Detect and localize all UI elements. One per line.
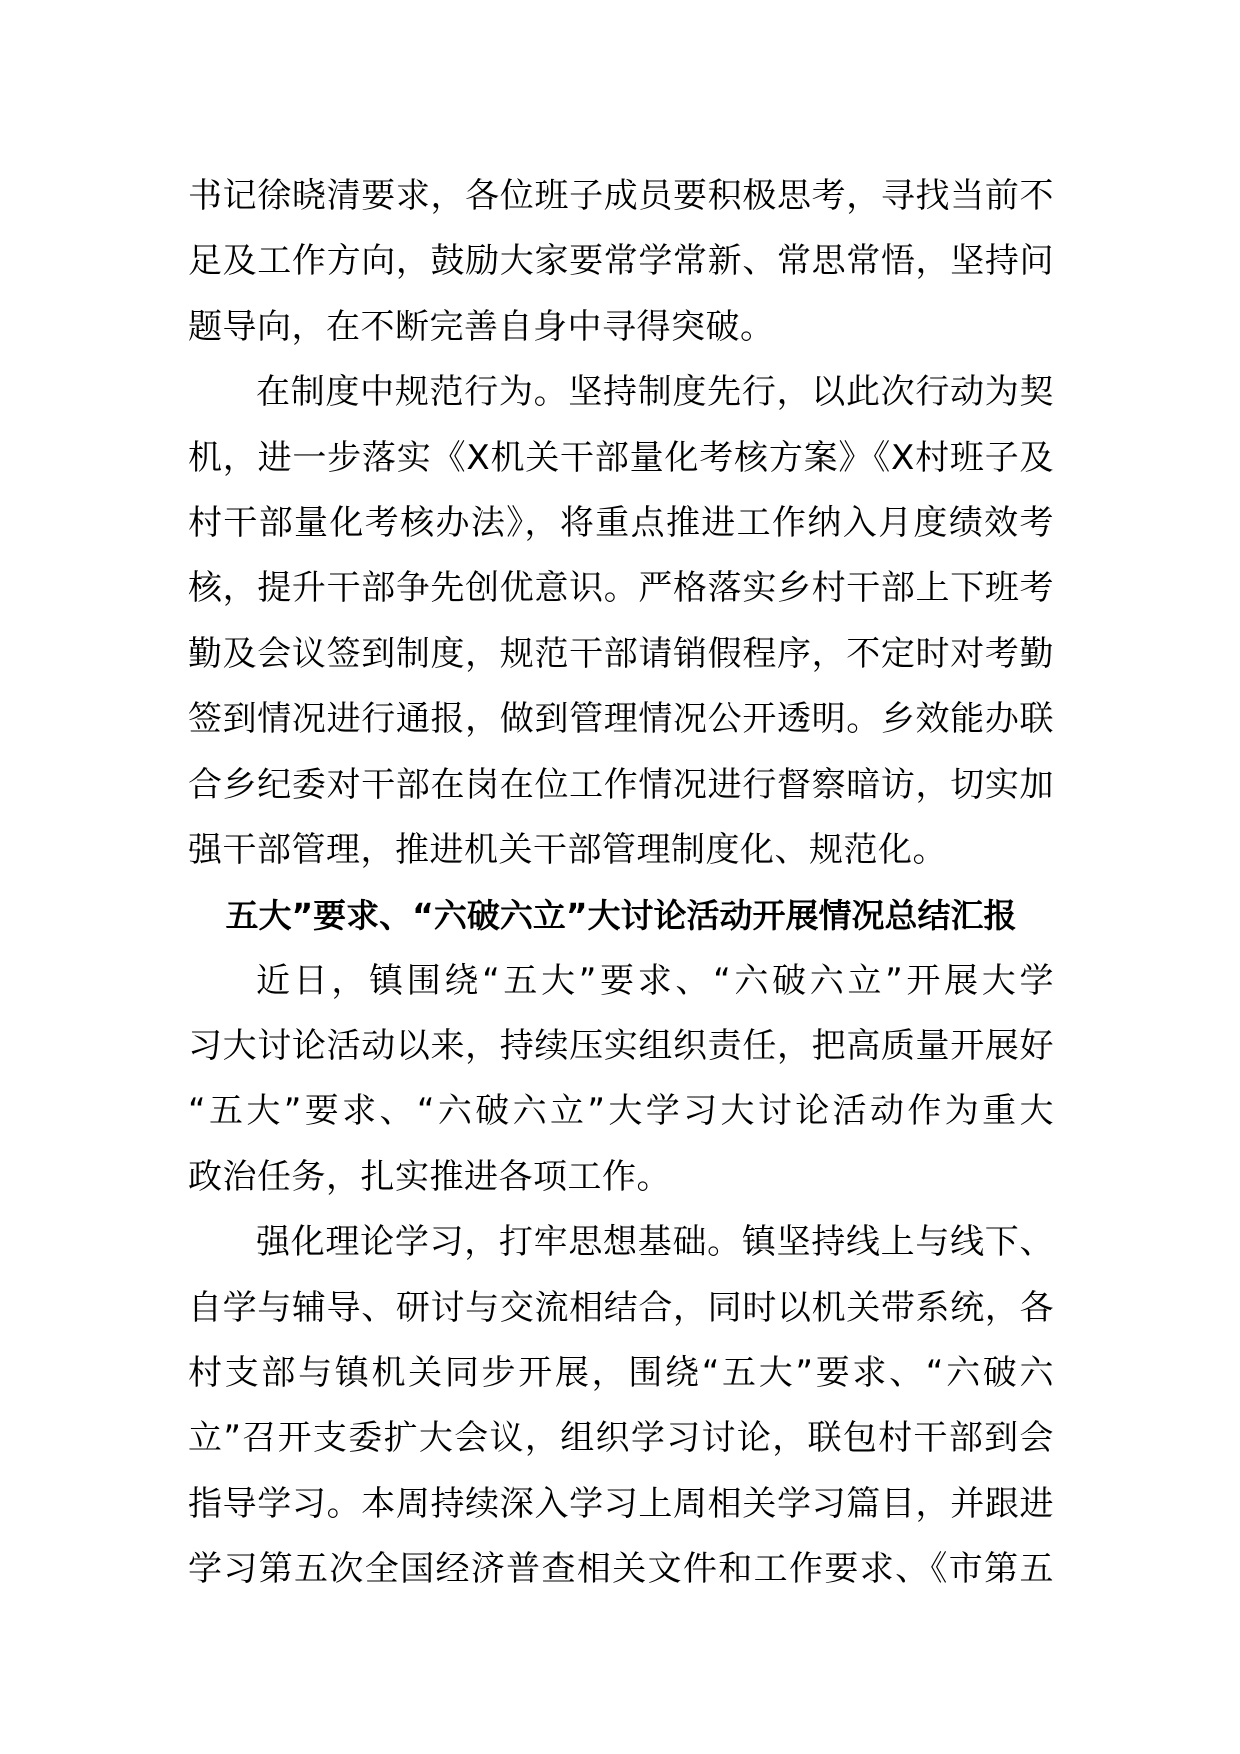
text-line: 近日，镇围绕“五大”要求、“六破六立”开展大学: [256, 960, 1054, 1001]
text-line: 习大讨论活动以来，持续压实组织责任，把高质量开展好: [188, 1026, 1054, 1067]
text-line: 书记徐晓清要求，各位班子成员要积极思考，寻找当前不: [188, 176, 1054, 216]
text-line: 村干部量化考核办法》，将重点推进工作纳入月度绩效考: [188, 502, 1054, 543]
text-line: 村支部与镇机关同步开展，围绕“五大”要求、“六破六: [188, 1353, 1054, 1394]
text-line: 强干部管理，推进机关干部管理制度化、规范化。: [188, 829, 947, 870]
text-line: 合乡纪委对干部在岗在位工作情况进行督察暗访，切实加: [188, 764, 1054, 805]
text-line: 题导向，在不断完善自身中寻得突破。: [188, 306, 775, 347]
text-line: 立”召开支委扩大会议，组织学习讨论，联包村干部到会: [188, 1418, 1054, 1459]
text-line: 勤及会议签到制度，规范干部请销假程序，不定时对考勤: [188, 633, 1054, 674]
text-line: 政治任务，扎实推进各项工作。: [188, 1156, 671, 1197]
section-heading: 五大”要求、“六破六立”大讨论活动开展情况总结汇报: [225, 896, 1017, 936]
text-line: 强化理论学习，打牢思想基础。镇坚持线上与线下、: [256, 1222, 1054, 1263]
text-line: 机，进一步落实《X机关干部量化考核方案》《X村班子及: [188, 437, 1054, 478]
paragraph: [188, 164, 1054, 360]
document-page: [188, 164, 1054, 1603]
text-line: 指导学习。本周持续深入学习上周相关学习篇目，并跟进: [188, 1483, 1054, 1524]
text-line: 足及工作方向，鼓励大家要常学常新、常思常悟，坚持问: [188, 241, 1054, 282]
text-line: 自学与辅导、研讨与交流相结合，同时以机关带系统，各: [188, 1287, 1054, 1328]
text-line: 核，提升干部争先创优意识。严格落实乡村干部上下班考: [188, 568, 1054, 609]
text-line: 在制度中规范行为。坚持制度先行，以此次行动为契: [256, 372, 1054, 413]
paragraph: [188, 1210, 1054, 1602]
paragraph: [188, 360, 1054, 883]
text-line: “五大”要求、“六破六立”大学习大讨论活动作为重大: [188, 1091, 1054, 1132]
text-line: 学习第五次全国经济普查相关文件和工作要求、《市第五: [188, 1549, 1054, 1590]
text-line: 签到情况进行通报，做到管理情况公开透明。乡效能办联: [188, 699, 1054, 740]
paragraph: [188, 949, 1054, 1211]
